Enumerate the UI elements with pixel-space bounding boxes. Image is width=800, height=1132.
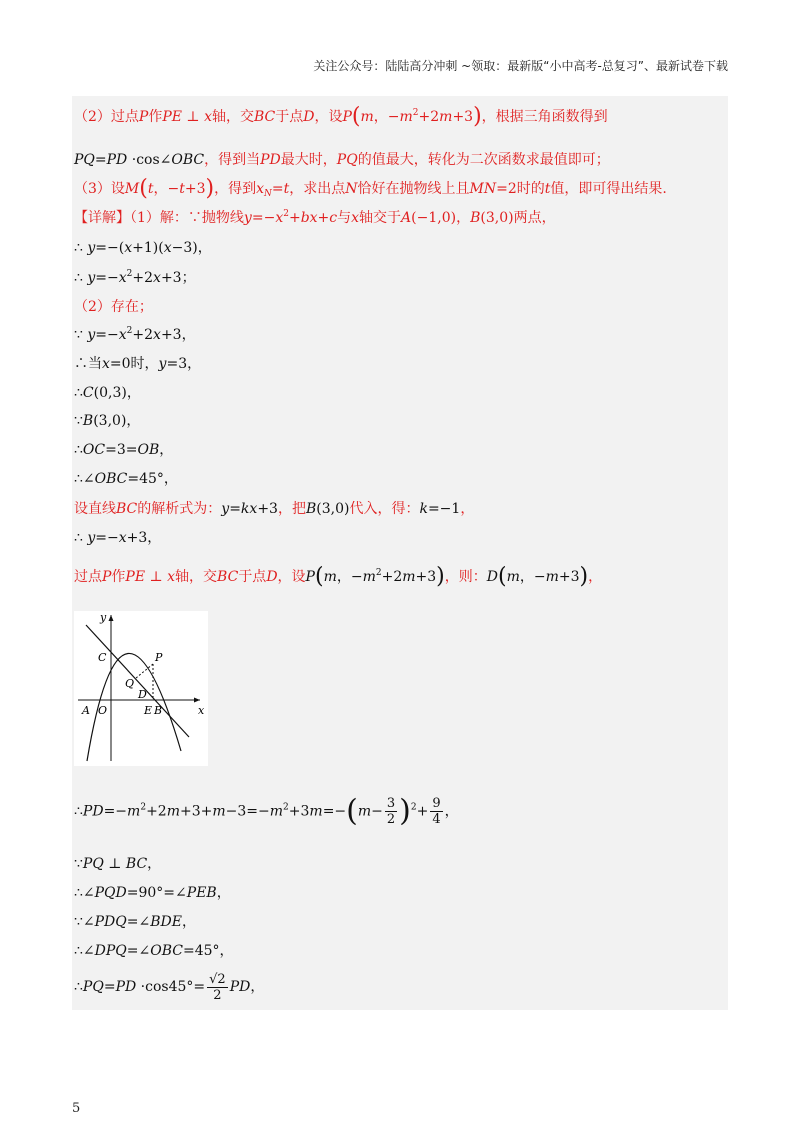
detail-line-15: ∴ y=−x+3， — [74, 530, 162, 546]
detail-line-18: ∵PQ ⊥ BC， — [74, 856, 162, 872]
detail-line-13: ∴∠OBC=45°， — [74, 471, 178, 487]
label-e: E — [144, 704, 153, 717]
detail-line-22: ∴PQ=PD ·cos45°= $\frac{√2}{2}$ PD， — [74, 971, 265, 1003]
detail-line-20: ∵∠PDQ=∠BDE， — [74, 914, 196, 930]
detail-line-10: ∴C(0,3)， — [74, 385, 141, 401]
label-y: y — [100, 611, 107, 624]
parabola-figure — [74, 611, 208, 766]
label-q: Q — [125, 677, 135, 690]
detail-line-7: （2）存在； — [74, 299, 153, 315]
detail-line-17: $\therefore PD=-m^2+2m+3+m-3=-m^2+3m=-(m-$ $\frac{3}{2}$ )$^2$+ $\frac{9}{4}$ ， — [74, 793, 459, 829]
detail-line-9: ∴当x=0时，y=3， — [74, 356, 202, 372]
detail-line-5: ∴ y=−(x+1)(x−3)， — [74, 240, 212, 256]
segment-pq — [136, 664, 153, 678]
detail-line-12: ∴OC=3=OB， — [74, 442, 174, 458]
line-bc — [86, 625, 189, 737]
detail-line-19: ∴∠PQD=90°=∠PEB， — [74, 885, 231, 901]
analysis-line-2: PQ=PD ·cos∠OBC，得到当PD最大时，PQ的值最大，转化为二次函数求最值即可； — [74, 152, 610, 168]
page-header: 关注公众号：陆陆高分冲刺 ~领取：最新版“小中高考-总复习”、最新试卷下载 — [313, 59, 728, 73]
detail-line-11: ∵B(3,0)， — [74, 413, 141, 429]
detail-line-6: ∴ $y=-x^2+2x+3$； — [74, 269, 196, 286]
label-a: A — [82, 704, 90, 717]
analysis-line-3: （3）设M(t，−t+3)，得到$x_N=t$，求出点N恰好在抛物线上且MN=2时的t值，即可得出结果. — [74, 176, 667, 201]
label-b: B — [154, 704, 163, 717]
detail-line-16: 过点P作PE ⊥ x轴，交BC于点D，设P(m，$-m^2+2m+3$)，则：D(m，−m+3)， — [74, 564, 603, 589]
detail-line-8: ∵ $y=-x^2+2x+3$， — [74, 326, 196, 343]
solution-panel — [72, 96, 728, 1010]
detail-line-21: ∴∠DPQ=∠OBC=45°， — [74, 943, 234, 959]
y-axis-arrow — [109, 615, 114, 621]
label-x: x — [198, 704, 205, 717]
label-p: P — [155, 651, 163, 664]
x-axis-arrow — [194, 698, 200, 703]
label-d: D — [138, 688, 147, 701]
analysis-line-1: （2）过点P作PE ⊥ x轴，交BC于点D，设P(m，$-m^2+2m+3$)，根据三角函数得到 — [74, 104, 608, 129]
label-o: O — [98, 704, 108, 717]
detail-line-4: 【详解】（1）解：∵抛物线$y=-x^2+bx+c$与x轴交于A(−1,0)，B(3,0)两点， — [74, 209, 556, 226]
detail-line-14: 设直线BC的解析式为：y=kx+3，把B(3,0)代入，得：k=−1， — [74, 501, 475, 517]
page-number: 5 — [72, 1101, 81, 1116]
label-c: C — [98, 651, 107, 664]
parabola-graph — [74, 611, 208, 766]
